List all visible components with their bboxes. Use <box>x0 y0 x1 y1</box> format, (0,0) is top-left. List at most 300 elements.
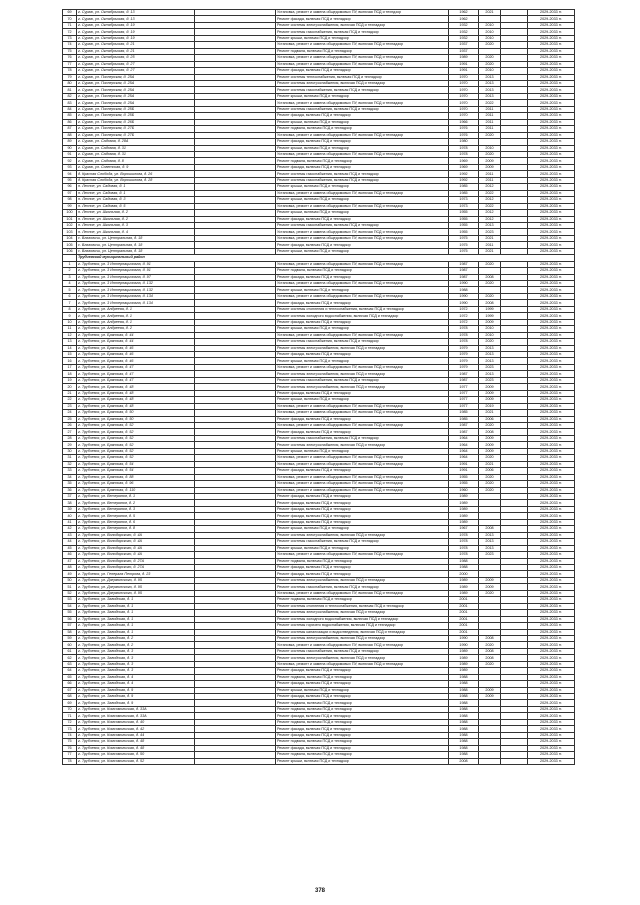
row-number: 91 <box>63 151 77 157</box>
work-type-cell: Установка, ремонт и замена общедомовых ПУ, включая ПСД и технадзор <box>276 461 449 467</box>
work-type-cell: Установка, ремонт и замена общедомовых ПУ, включая ПСД и технадзор <box>276 661 449 667</box>
last-repair-year-cell: 2021 <box>479 461 501 467</box>
last-repair-year-cell: 2009 <box>479 384 501 390</box>
planned-period-cell: 2029-2033 гг. <box>528 552 575 558</box>
row-number: 74 <box>63 732 77 738</box>
address-cell: г. Сураж, ул. Садовая, д. 8 <box>77 158 195 164</box>
row-number: 13 <box>63 339 77 345</box>
work-type-cell: Ремонт системы электроснабжения, включая ПСД и технадзор <box>276 610 449 616</box>
build-year-cell: 2001 <box>449 616 479 622</box>
work-type-cell: Ремонт фасада, включая ПСД и технадзор <box>276 319 449 325</box>
row-number: 102 <box>63 222 77 228</box>
address-cell: г. Трубчевск, ул. Брянская, д. 52 <box>77 429 195 435</box>
planned-period-cell: 2029-2033 гг. <box>528 571 575 577</box>
planned-period-cell: 2029-2033 гг. <box>528 68 575 74</box>
address-cell: г. Трубчевск, ул. Брянская, д. 48 <box>77 384 195 390</box>
planned-period-cell: 2029-2033 гг. <box>528 455 575 461</box>
planned-period-cell: 2029-2033 гг. <box>528 642 575 648</box>
work-type-cell: Ремонт подвала, включая ПСД и технадзор <box>276 268 449 274</box>
address-cell: г. Трубчевск, ул. Комсомольская, д. 50 <box>77 752 195 758</box>
row-number: 34 <box>63 474 77 480</box>
row-number: 11 <box>63 326 77 332</box>
work-type-cell: Ремонт крыши, включая ПСД и технадзор <box>276 197 449 203</box>
address-cell: г. Сураж, ул. Садовая, д. 31 <box>77 145 195 151</box>
planned-period-cell: 2029-2033 гг. <box>528 732 575 738</box>
build-year-cell: 1985 <box>449 410 479 416</box>
planned-period-cell: 2029-2033 гг. <box>528 700 575 706</box>
work-type-cell: Ремонт системы холодного водоснабжения, включая ПСД и технадзор <box>276 313 449 319</box>
row-number: 51 <box>63 584 77 590</box>
build-year-cell: 1988 <box>449 694 479 700</box>
planned-period-cell: 2029-2033 гг. <box>528 61 575 67</box>
planned-period-cell: 2029-2033 гг. <box>528 216 575 222</box>
work-type-cell: Ремонт системы горячего водоснабжения, включая ПСД и технадзор <box>276 623 449 629</box>
build-year-cell: 1988 <box>449 558 479 564</box>
address-cell: г. Трубчевск, ул. Брянская, д. 46 <box>77 358 195 364</box>
row-number: 4 <box>63 281 77 287</box>
row-number: 78 <box>63 758 77 764</box>
planned-period-cell: 2029-2033 гг. <box>528 410 575 416</box>
last-repair-year-cell: 2009 <box>479 442 501 448</box>
planned-period-cell: 2029-2033 гг. <box>528 300 575 306</box>
planned-period-cell: 2029-2033 гг. <box>528 513 575 519</box>
row-number: 35 <box>63 481 77 487</box>
work-type-cell: Ремонт системы электроснабжения, включая ПСД и технадзор <box>276 345 449 351</box>
row-number: 104 <box>63 235 77 241</box>
work-type-cell: Ремонт подвала, включая ПСД и технадзор <box>276 674 449 680</box>
last-repair-year-cell: 2010 <box>479 35 501 41</box>
last-repair-year-cell: 2009 <box>479 319 501 325</box>
last-repair-year-cell: 2020 <box>479 42 501 48</box>
row-number: 76 <box>63 745 77 751</box>
build-year-cell: 1977 <box>449 384 479 390</box>
last-repair-year-cell: 2013 <box>479 532 501 538</box>
work-type-cell: Ремонт фасада, включая ПСД и технадзор <box>276 681 449 687</box>
build-year-cell: 1988 <box>449 700 479 706</box>
address-cell: г. Трубчевск, ул. Комсомольская, д. 40 <box>77 719 195 725</box>
planned-period-cell: 2029-2033 гг. <box>528 435 575 441</box>
planned-period-cell: 2029-2033 гг. <box>528 87 575 93</box>
build-year-cell: 1970 <box>449 87 479 93</box>
last-repair-year-cell: 2020 <box>479 474 501 480</box>
planned-period-cell: 2029-2033 гг. <box>528 648 575 654</box>
build-year-cell: 1988 <box>449 752 479 758</box>
planned-period-cell: 2029-2033 гг. <box>528 719 575 725</box>
row-number: 31 <box>63 455 77 461</box>
work-type-cell: Ремонт системы газоснабжения, включая ПСД и технадзор <box>276 584 449 590</box>
address-cell: г. Трубчевск, ул. Брянская, д. 54 <box>77 461 195 467</box>
build-year-cell: 1966 <box>449 119 479 125</box>
row-number: 49 <box>63 571 77 577</box>
work-type-cell: Ремонт крыши, включая ПСД и технадзор <box>276 526 449 532</box>
address-cell: г. Сураж, ул. Октябрьская, д. 13 <box>77 16 195 22</box>
address-cell: п. Лесное, ул. Садовая, д. 1 <box>77 184 195 190</box>
planned-period-cell: 2029-2033 гг. <box>528 384 575 390</box>
planned-period-cell: 2029-2033 гг. <box>528 461 575 467</box>
build-year-cell: 1988 <box>449 732 479 738</box>
row-number: 40 <box>63 513 77 519</box>
address-cell: г. Трубчевск, ул. Володарского, д. 4А <box>77 552 195 558</box>
planned-period-cell: 2029-2033 гг. <box>528 687 575 693</box>
planned-period-cell: 2029-2033 гг. <box>528 423 575 429</box>
work-type-cell: Ремонт системы электроснабжения, включая ПСД и технадзор <box>276 442 449 448</box>
last-repair-year-cell: 1999 <box>479 313 501 319</box>
planned-period-cell: 2029-2033 гг. <box>528 177 575 183</box>
last-repair-year-cell: 2010 <box>479 29 501 35</box>
planned-period-cell: 2029-2033 гг. <box>528 319 575 325</box>
build-year-cell: 1955 <box>449 222 479 228</box>
planned-period-cell: 2029-2033 гг. <box>528 487 575 493</box>
work-type-cell: Ремонт фасада, включая ПСД и технадзор <box>276 668 449 674</box>
row-number: 92 <box>63 158 77 164</box>
work-type-cell: Ремонт системы газоснабжения, включая ПСД и технадзор <box>276 106 449 112</box>
address-cell: г. Трубчевск, ул. Дзержинского, д. 95 <box>77 584 195 590</box>
address-cell: г. Сураж, ул. Октябрьская, д. 27 <box>77 61 195 67</box>
planned-period-cell: 2029-2033 гг. <box>528 429 575 435</box>
last-repair-year-cell: 2012 <box>479 197 501 203</box>
address-cell: г. Трубчевск, ул. 3 Интернационала, д. 91 <box>77 268 195 274</box>
planned-period-cell: 2029-2033 гг. <box>528 306 575 312</box>
last-repair-year-cell: 2008 <box>479 300 501 306</box>
work-type-cell: Ремонт системы электроснабжения, включая ПСД и технадзор <box>276 532 449 538</box>
planned-period-cell: 2029-2033 гг. <box>528 358 575 364</box>
row-number: 18 <box>63 371 77 377</box>
address-cell: г. Сураж, ул. Октябрьская, д. 21 <box>77 42 195 48</box>
planned-period-cell: 2029-2033 гг. <box>528 42 575 48</box>
planned-period-cell: 2029-2033 гг. <box>528 203 575 209</box>
last-repair-year-cell: 2010 <box>479 145 501 151</box>
row-number: 43 <box>63 532 77 538</box>
planned-period-cell: 2029-2033 гг. <box>528 655 575 661</box>
address-cell: г. Трубчевск, ул. Брянская, д. 46 <box>77 345 195 351</box>
address-cell: г. Трубчевск, ул. Брянская, д. 50 <box>77 416 195 422</box>
build-year-cell: 1978 <box>449 532 479 538</box>
address-cell: г. Сураж, ул. Пионерская, д. 25Б <box>77 113 195 119</box>
work-type-cell: Установка, ремонт и замена общедомовых ПУ, включая ПСД и технадзор <box>276 100 449 106</box>
last-repair-year-cell: 2013 <box>479 87 501 93</box>
build-year-cell: 1991 <box>449 461 479 467</box>
row-number: 105 <box>63 242 77 248</box>
work-type-cell: Ремонт фасада, включая ПСД и технадзор <box>276 352 449 358</box>
planned-period-cell: 2029-2033 гг. <box>528 758 575 764</box>
address-cell: п. Лесное, ул. Садовая, д. 1 <box>77 190 195 196</box>
last-repair-year-cell: 2013 <box>479 345 501 351</box>
address-cell: г. Трубчевск, ул. Володарского, д. 27А <box>77 564 195 570</box>
address-cell: с. Влазовичи, ул. Центральная, д. 18 <box>77 248 195 254</box>
last-repair-year-cell: 2020 <box>479 261 501 267</box>
last-repair-year-cell: 2009 <box>479 694 501 700</box>
work-type-cell: Ремонт фасада, включая ПСД и технадзор <box>276 694 449 700</box>
planned-period-cell: 2029-2033 гг. <box>528 74 575 80</box>
build-year-cell: 1978 <box>449 339 479 345</box>
work-type-cell: Ремонт фасада, включая ПСД и технадзор <box>276 113 449 119</box>
address-cell: г. Трубчевск, ул. Заводская, д. 3 <box>77 668 195 674</box>
planned-period-cell: 2029-2033 гг. <box>528 190 575 196</box>
build-year-cell: 1955 <box>449 229 479 235</box>
planned-period-cell: 2029-2033 гг. <box>528 48 575 54</box>
work-type-cell: Установка, ремонт и замена общедомовых ПУ, включая ПСД и технадзор <box>276 42 449 48</box>
last-repair-year-cell: 2012 <box>479 210 501 216</box>
address-cell: г. Трубчевск, ул. Заводская, д. 4 <box>77 681 195 687</box>
address-cell: г. Трубчевск, ул. Заводская, д. 2 <box>77 642 195 648</box>
last-repair-year-cell: 2012 <box>479 184 501 190</box>
work-type-cell: Ремонт фасада, включая ПСД и технадзор <box>276 416 449 422</box>
work-type-cell: Ремонт подвала, включая ПСД и технадзор <box>276 558 449 564</box>
row-number: 82 <box>63 93 77 99</box>
work-type-cell: Установка, ремонт и замена общедомовых ПУ, включая ПСД и технадзор <box>276 481 449 487</box>
work-type-cell: Ремонт фасада, включая ПСД и технадзор <box>276 164 449 170</box>
last-repair-year-cell: 2012 <box>479 216 501 222</box>
row-number: 16 <box>63 358 77 364</box>
work-type-cell: Ремонт крыши, включая ПСД и технадзор <box>276 35 449 41</box>
last-repair-year-cell: 2020 <box>479 423 501 429</box>
work-type-cell: Ремонт системы газоснабжения, включая ПСД и технадзор <box>276 648 449 654</box>
address-cell: г. Трубчевск, ул. 3 Интернационала, д. 132 <box>77 287 195 293</box>
district-name: Трубчевский муниципальный район <box>77 255 575 261</box>
build-year-cell: 1978 <box>449 552 479 558</box>
work-type-cell: Ремонт подвала, включая ПСД и технадзор <box>276 126 449 132</box>
row-number: 50 <box>63 577 77 583</box>
row-number: 24 <box>63 410 77 416</box>
address-cell: г. Трубчевск, ул. Брянская, д. 50 <box>77 410 195 416</box>
row-number: 23 <box>63 403 77 409</box>
planned-period-cell: 2029-2033 гг. <box>528 210 575 216</box>
last-repair-year-cell: 2023 <box>479 377 501 383</box>
address-cell: г. Трубчевск, ул. Комсомольская, д. 33А <box>77 713 195 719</box>
last-repair-year-cell: 2009 <box>479 687 501 693</box>
last-repair-year-cell <box>479 758 501 764</box>
work-type-cell: Установка, ремонт и замена общедомовых ПУ, включая ПСД и технадзор <box>276 132 449 138</box>
last-repair-year-cell: 2022 <box>479 100 501 106</box>
planned-period-cell: 2029-2033 гг. <box>528 416 575 422</box>
build-year-cell: 1964 <box>449 442 479 448</box>
build-year-cell: 1932 <box>449 29 479 35</box>
work-type-cell: Установка, ремонт и замена общедомовых ПУ, включая ПСД и технадзор <box>276 403 449 409</box>
work-type-cell: Ремонт фасада, включая ПСД и технадзор <box>276 68 449 74</box>
last-repair-year-cell: 1999 <box>479 306 501 312</box>
row-number: 12 <box>63 332 77 338</box>
build-year-cell: 1970 <box>449 106 479 112</box>
row-number: 58 <box>63 629 77 635</box>
work-type-cell: Ремонт системы газоснабжения, включая ПСД и технадзор <box>276 435 449 441</box>
planned-period-cell: 2029-2033 гг. <box>528 242 575 248</box>
build-year-cell: 1988 <box>449 713 479 719</box>
planned-period-cell: 2029-2033 гг. <box>528 597 575 603</box>
last-repair-year-cell: 2020 <box>479 281 501 287</box>
work-type-cell: Ремонт подвала, включая ПСД и технадзор <box>276 706 449 712</box>
planned-period-cell: 2029-2033 гг. <box>528 539 575 545</box>
last-repair-year-cell: 2020 <box>479 455 501 461</box>
row-number: 79 <box>63 74 77 80</box>
work-type-cell: Ремонт фасада, включая ПСД и технадзор <box>276 564 449 570</box>
row-number: 75 <box>63 739 77 745</box>
planned-period-cell: 2029-2033 гг. <box>528 371 575 377</box>
row-number: 22 <box>63 397 77 403</box>
build-year-cell: 1977 <box>449 390 479 396</box>
planned-period-cell: 2029-2033 гг. <box>528 222 575 228</box>
address-cell: г. Сураж, ул. Пионерская, д. 26Б <box>77 119 195 125</box>
build-year-cell: 1979 <box>449 358 479 364</box>
address-cell: г. Трубчевск, ул. Заводская, д. 1 <box>77 610 195 616</box>
row-number: 101 <box>63 216 77 222</box>
row-number: 62 <box>63 655 77 661</box>
address-cell: г. Трубчевск, ул. Ветеранов, д. 2 <box>77 500 195 506</box>
work-type-cell: Ремонт системы отопления и теплоснабжения, включая ПСД и технадзор <box>276 603 449 609</box>
address-cell: д. Красная Слобода, ул. Ворошилова, д. 28 <box>77 177 195 183</box>
row-number: 83 <box>63 100 77 106</box>
build-year-cell: 1937 <box>449 48 479 54</box>
row-number: 59 <box>63 635 77 641</box>
planned-period-cell: 2029-2033 гг. <box>528 145 575 151</box>
work-type-cell: Ремонт крыши, включая ПСД и технадзор <box>276 210 449 216</box>
address-cell: г. Трубчевск, ул. Заводская, д. 9 <box>77 687 195 693</box>
work-type-cell: Ремонт системы электроснабжения, включая ПСД и технадзор <box>276 384 449 390</box>
planned-period-cell: 2029-2033 гг. <box>528 106 575 112</box>
address-cell: п. Лесное, ул. Школьная, д. 3 <box>77 222 195 228</box>
last-repair-year-cell: 2010 <box>479 68 501 74</box>
planned-period-cell: 2029-2033 гг. <box>528 29 575 35</box>
planned-period-cell: 2029-2033 гг. <box>528 468 575 474</box>
row-number: 96 <box>63 184 77 190</box>
work-type-cell: Ремонт крыши, включая ПСД и технадзор <box>276 545 449 551</box>
planned-period-cell: 2029-2033 гг. <box>528 274 575 280</box>
build-year-cell: 1989 <box>449 668 479 674</box>
work-type-cell: Ремонт системы холодного водоснабжения, включая ПСД и технадзор <box>276 616 449 622</box>
last-repair-year-cell: 2011 <box>479 119 501 125</box>
last-repair-year-cell: 2010 <box>479 326 501 332</box>
address-cell: г. Сураж, ул. Октябрьская, д. 27 <box>77 68 195 74</box>
build-year-cell: 1977 <box>449 397 479 403</box>
work-type-cell: Установка, ремонт и замена общедомовых ПУ, включая ПСД и технадзор <box>276 151 449 157</box>
row-number: 65 <box>63 674 77 680</box>
address-cell: г. Трубчевск, ул. Брянская, д. 96 <box>77 481 195 487</box>
planned-period-cell: 2029-2033 гг. <box>528 590 575 596</box>
planned-period-cell: 2029-2033 гг. <box>528 745 575 751</box>
build-year-cell: 1973 <box>449 197 479 203</box>
planned-period-cell: 2029-2033 гг. <box>528 577 575 583</box>
address-cell: г. Трубчевск, ул. Заводская, д. 4 <box>77 674 195 680</box>
row-number: 19 <box>63 377 77 383</box>
row-number: 61 <box>63 648 77 654</box>
planned-period-cell: 2029-2033 гг. <box>528 151 575 157</box>
address-cell: г. Трубчевск, ул. Заводская, д. 9 <box>77 700 195 706</box>
repair-register-table <box>62 9 575 765</box>
row-number: 15 <box>63 352 77 358</box>
work-type-cell: Ремонт фасада, включая ПСД и технадзор <box>276 300 449 306</box>
address-cell: г. Трубчевск, ул. Брянская, д. 48 <box>77 397 195 403</box>
build-year-cell: 1976 <box>449 126 479 132</box>
last-repair-year-cell: 2013 <box>479 74 501 80</box>
planned-period-cell: 2029-2033 гг. <box>528 610 575 616</box>
planned-period-cell: 2029-2033 гг. <box>528 694 575 700</box>
planned-period-cell: 2029-2033 гг. <box>528 248 575 254</box>
planned-period-cell: 2029-2033 гг. <box>528 564 575 570</box>
build-year-cell: 1972 <box>449 306 479 312</box>
row-number: 28 <box>63 435 77 441</box>
address-cell: г. Трубчевск, ул. Володарского, д. 4А <box>77 539 195 545</box>
address-cell: г. Трубчевск, ул. Комсомольская, д. 48 <box>77 745 195 751</box>
build-year-cell: 1978 <box>449 326 479 332</box>
address-cell: г. Трубчевск, ул. Брянская, д. 44 <box>77 332 195 338</box>
last-repair-year-cell: 2008 <box>479 429 501 435</box>
address-cell: г. Трубчевск, ул. Заводская, д. 1 <box>77 603 195 609</box>
planned-period-cell: 2029-2033 гг. <box>528 113 575 119</box>
build-year-cell: 1989 <box>449 500 479 506</box>
last-repair-year-cell: 2013 <box>479 371 501 377</box>
row-number: 30 <box>63 448 77 454</box>
planned-period-cell: 2029-2033 гг. <box>528 132 575 138</box>
build-year-cell: 1978 <box>449 545 479 551</box>
work-type-cell: Установка, ремонт и замена общедомовых ПУ, включая ПСД и технадзор <box>276 410 449 416</box>
planned-period-cell: 2029-2033 гг. <box>528 726 575 732</box>
address-cell: г. Трубчевск, ул. Брянская, д. 47 <box>77 371 195 377</box>
planned-period-cell: 2029-2033 гг. <box>528 352 575 358</box>
last-repair-year-cell: 2011 <box>479 113 501 119</box>
build-year-cell: 1937 <box>449 42 479 48</box>
planned-period-cell: 2029-2033 гг. <box>528 668 575 674</box>
work-type-cell: Установка, ремонт и замена общедомовых ПУ, включая ПСД и технадзор <box>276 332 449 338</box>
address-cell: г. Трубчевск, ул. Генерала Петрова, д. 23 <box>77 571 195 577</box>
row-number: 100 <box>63 210 77 216</box>
row-number: 106 <box>63 248 77 254</box>
build-year-cell: 2001 <box>449 597 479 603</box>
build-year-cell: 2001 <box>449 623 479 629</box>
row-number: 41 <box>63 519 77 525</box>
address-cell: г. Сураж, ул. Октябрьская, д. 13 <box>77 10 195 16</box>
work-type-cell: Ремонт крыши, включая ПСД и технадзор <box>276 397 449 403</box>
address-cell: г. Трубчевск, ул. Брянская, д. 44 <box>77 339 195 345</box>
row-number: 75 <box>63 48 77 54</box>
address-cell: г. Трубчевск, ул. Брянская, д. 52 <box>77 442 195 448</box>
planned-period-cell: 2029-2033 гг. <box>528 635 575 641</box>
row-number: 72 <box>63 719 77 725</box>
row-number: 80 <box>63 80 77 86</box>
address-cell: г. Трубчевск, ул. Брянская, д. 52 <box>77 448 195 454</box>
row-number: 69 <box>63 10 77 16</box>
last-repair-year-cell: 2008 <box>479 635 501 641</box>
row-number: 6 <box>63 293 77 299</box>
work-type-cell: Ремонт системы теплоснабжения, включая ПСД и технадзор <box>276 74 449 80</box>
build-year-cell: 1988 <box>449 687 479 693</box>
planned-period-cell: 2029-2033 гг. <box>528 623 575 629</box>
row-number: 60 <box>63 642 77 648</box>
work-type-cell: Ремонт крыши, включая ПСД и технадзор <box>276 184 449 190</box>
build-year-cell: 1978 <box>449 539 479 545</box>
last-repair-year-cell: 2021 <box>479 410 501 416</box>
build-year-cell: 1987 <box>449 423 479 429</box>
work-type-cell: Ремонт фасада, включая ПСД и технадзор <box>276 493 449 499</box>
row-number: 17 <box>63 364 77 370</box>
last-repair-year-cell: 2019 <box>479 403 501 409</box>
work-type-cell: Установка, ремонт и замена общедомовых ПУ, включая ПСД и технадзор <box>276 190 449 196</box>
row-number: 29 <box>63 442 77 448</box>
address-cell: г. Трубчевск, ул. Комсомольская, д. 33А <box>77 706 195 712</box>
build-year-cell: 1977 <box>449 403 479 409</box>
build-year-cell: 1970 <box>449 80 479 86</box>
address-cell: г. Трубчевск, ул. Ветеранов, д. 3 <box>77 506 195 512</box>
row-number: 68 <box>63 694 77 700</box>
row-number: 44 <box>63 539 77 545</box>
build-year-cell: 1992 <box>449 177 479 183</box>
build-year-cell: 1972 <box>449 313 479 319</box>
planned-period-cell: 2029-2033 гг. <box>528 616 575 622</box>
row-number: 77 <box>63 61 77 67</box>
address-cell: г. Трубчевск, ул. Ветеранов, д. 8 <box>77 526 195 532</box>
build-year-cell: 1969 <box>449 158 479 164</box>
last-repair-year-cell: 2010 <box>479 332 501 338</box>
row-number: 5 <box>63 287 77 293</box>
build-year-cell: 1970 <box>449 93 479 99</box>
